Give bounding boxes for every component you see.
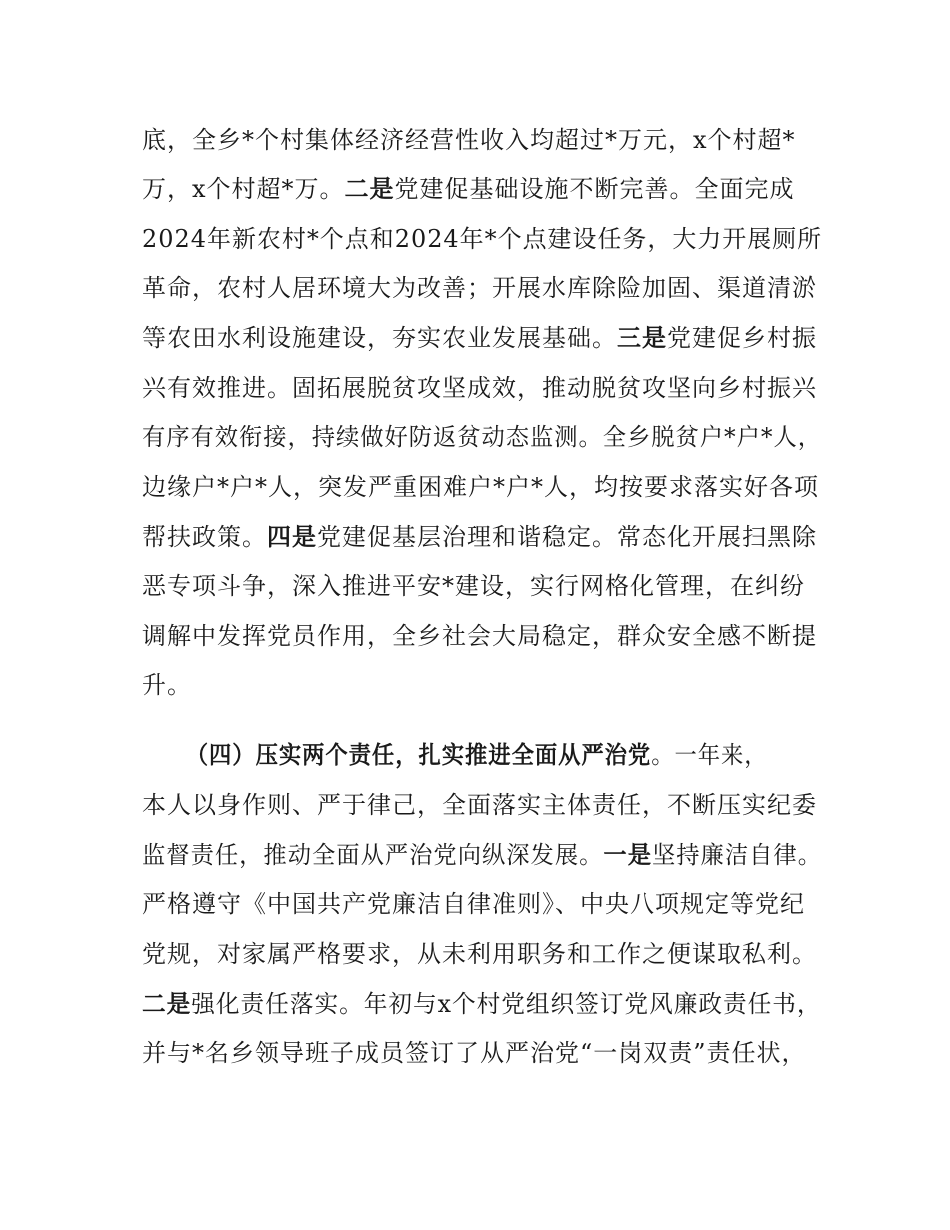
text-line xyxy=(142,984,822,1024)
text-run: 恶专项斗争，深入推进平安*建设，实行网格化管理，在纠纷 xyxy=(142,572,805,600)
text-run: 2024年新农村*个点和2024年*个点建设任务，大力开展厕所 xyxy=(142,225,823,253)
text-line xyxy=(142,835,822,875)
text-run: 党建促基层治理和谐稳定。常态化开展扫黑除 xyxy=(317,523,817,551)
text-line xyxy=(142,318,822,358)
bold-lead: 二是 xyxy=(142,990,192,1018)
text-line xyxy=(142,1033,822,1073)
text-run: 兴有效推进。固拓展脱贫攻坚成效，推动脱贫攻坚向乡村振兴 xyxy=(142,374,817,402)
text-line xyxy=(142,417,822,457)
text-run: 严格遵守《中国共产党廉洁自律准则》、中央八项规定等党纪 xyxy=(142,890,805,918)
text-run: 等农田水利设施建设，夯实农业发展基础。 xyxy=(142,324,617,352)
text-line xyxy=(142,785,822,825)
text-run: 并与*名乡领导班子成员签订了从严治党“一岗双责”责任状， xyxy=(142,1039,807,1067)
text-run: 党建促基础设施不断完善。全面完成 xyxy=(394,175,795,203)
text-run: 底，全乡*个村集体经济经营性收入均超过*万元，x个村超* xyxy=(142,126,796,154)
text-run: 革命，农村人居环境大为改善；开展水库除险加固、渠道清淤 xyxy=(142,274,817,302)
text-line xyxy=(142,616,822,656)
text-run: 。一年来， xyxy=(651,741,768,769)
text-line xyxy=(142,467,822,507)
text-line xyxy=(142,517,822,557)
bold-lead: 三是 xyxy=(617,324,667,352)
text-run: 边缘户*户*人，突发严重困难户*户*人，均按要求落实好各项 xyxy=(142,473,819,501)
text-run: 强化责任落实。年初与x个村党组织签订党风廉政责任书， xyxy=(191,990,822,1018)
text-run: 坚持廉洁自律。 xyxy=(651,841,822,869)
text-run: 帮扶政策。 xyxy=(142,523,267,551)
text-run: 有序有效衔接，持续做好防返贫动态监测。全乡脱贫户*户*人， xyxy=(142,423,822,451)
text-line xyxy=(142,268,822,308)
text-line xyxy=(142,219,821,259)
text-run: 党规，对家属严格要求，从未利用职务和工作之便谋取私利。 xyxy=(142,940,817,968)
text-line xyxy=(142,169,822,209)
text-line xyxy=(142,665,822,705)
text-run: 万，x个村超*万。 xyxy=(142,175,345,203)
text-run: 本人以身作则、严于律己，全面落实主体责任，不断压实纪委 xyxy=(142,791,817,819)
text-run: 党建促乡村振 xyxy=(667,324,817,352)
text-line xyxy=(142,884,822,924)
bold-lead: 四是 xyxy=(267,523,317,551)
text-line xyxy=(142,120,822,160)
text-run: 调解中发挥党员作用，全乡社会大局稳定，群众安全感不断提 xyxy=(142,622,817,650)
text-line xyxy=(142,368,822,408)
text-line xyxy=(142,566,822,606)
section-heading-line xyxy=(142,735,819,775)
text-run: 监督责任，推动全面从严治党向纵深发展。 xyxy=(142,841,604,869)
text-run: 升。 xyxy=(142,671,192,699)
bold-lead: 二是 xyxy=(344,175,395,203)
bold-lead: 一是 xyxy=(603,841,652,869)
text-line xyxy=(142,934,822,974)
section-heading: （四）压实两个责任，扎实推进全面从严治党 xyxy=(185,741,652,769)
